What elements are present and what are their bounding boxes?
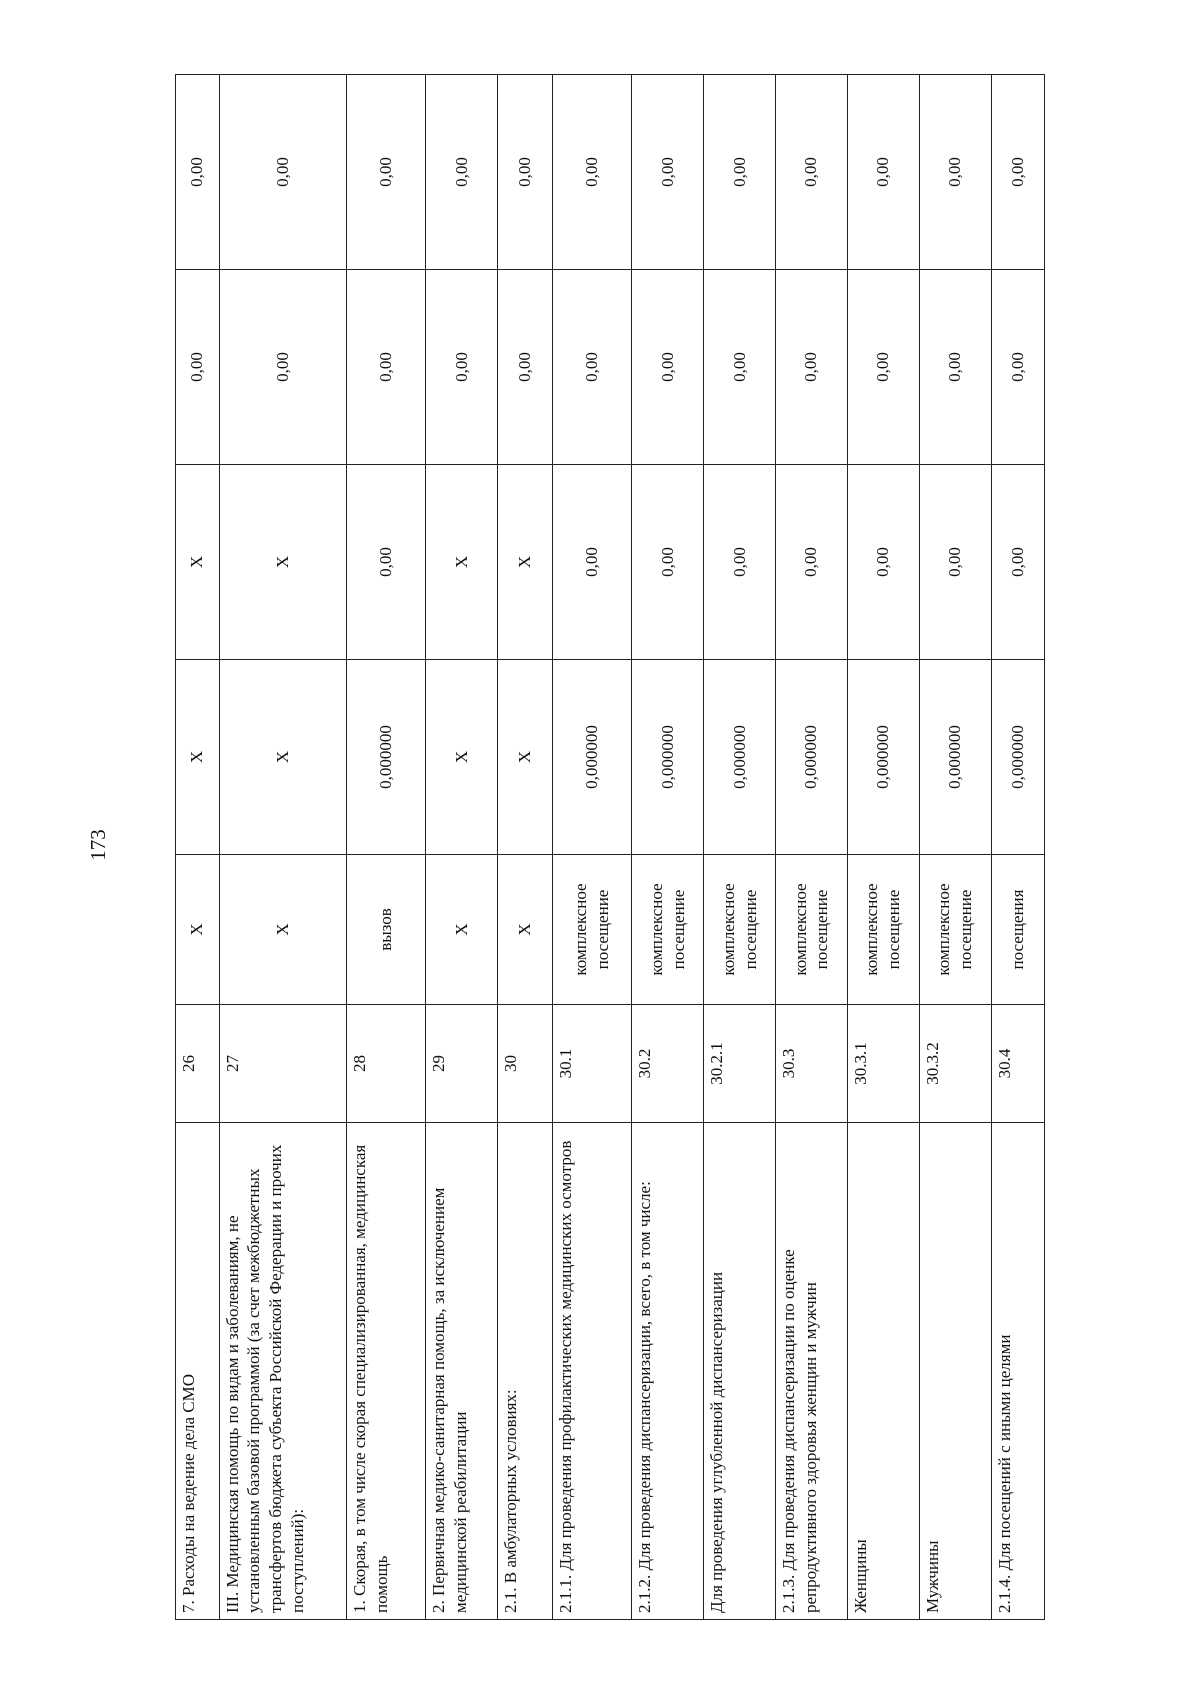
unit-cost: 0,00 (346, 465, 425, 660)
unit-of-measure: Х (426, 855, 498, 1005)
total-value: 0,00 (219, 75, 346, 270)
volume-norm: 0,000000 (704, 660, 776, 855)
table-row (498, 75, 552, 1620)
row-label: 2. Первичная медико-санитарная помощь, за исключением медицинской реабилитации (426, 1123, 498, 1620)
unit-cost: Х (219, 465, 346, 660)
volume-norm: Х (176, 660, 220, 855)
row-number: 30.4 (991, 1005, 1044, 1123)
row-label: Для проведения углубленной диспансеризации (704, 1123, 776, 1620)
table-row (775, 75, 847, 1620)
row-label: Мужчины (919, 1123, 991, 1620)
cost-table (175, 74, 1045, 1620)
unit-of-measure: комплексное посещение (704, 855, 776, 1005)
unit-cost: 0,00 (775, 465, 847, 660)
table-row (704, 75, 776, 1620)
total-value: 0,00 (176, 75, 220, 270)
volume-norm: Х (498, 660, 552, 855)
unit-cost: 0,00 (919, 465, 991, 660)
volume-norm: 0,000000 (632, 660, 704, 855)
volume-norm: Х (219, 660, 346, 855)
row-number: 30.3.1 (847, 1005, 919, 1123)
row-number: 30.3.2 (919, 1005, 991, 1123)
unit-of-measure: Х (219, 855, 346, 1005)
row-number: 28 (346, 1005, 425, 1123)
unit-cost: Х (176, 465, 220, 660)
per-capita-value: 0,00 (775, 270, 847, 465)
total-value: 0,00 (426, 75, 498, 270)
volume-norm: 0,000000 (919, 660, 991, 855)
row-number: 30.2 (632, 1005, 704, 1123)
row-label: 2.1.4. Для посещений с иными целями (991, 1123, 1044, 1620)
row-label: 2.1.1. Для проведения профилактических медицинских осмотров (552, 1123, 631, 1620)
unit-cost: 0,00 (632, 465, 704, 660)
table-row (919, 75, 991, 1620)
unit-of-measure: комплексное посещение (775, 855, 847, 1005)
table-body (176, 75, 1045, 1620)
row-label: 2.1.2. Для проведения диспансеризации, всего, в том числе: (632, 1123, 704, 1620)
unit-of-measure: комплексное посещение (847, 855, 919, 1005)
table-row (176, 75, 220, 1620)
row-label: 2.1. В амбулаторных условиях: (498, 1123, 552, 1620)
total-value: 0,00 (498, 75, 552, 270)
total-value: 0,00 (346, 75, 425, 270)
per-capita-value: 0,00 (552, 270, 631, 465)
volume-norm: 0,000000 (991, 660, 1044, 855)
volume-norm: Х (426, 660, 498, 855)
per-capita-value: 0,00 (847, 270, 919, 465)
total-value: 0,00 (847, 75, 919, 270)
rotated-table-container (175, 75, 1045, 1620)
total-value: 0,00 (704, 75, 776, 270)
table-row (552, 75, 631, 1620)
row-number: 30 (498, 1005, 552, 1123)
page-number: 173 (86, 829, 110, 861)
total-value: 0,00 (775, 75, 847, 270)
table-row (219, 75, 346, 1620)
unit-of-measure: комплексное посещение (919, 855, 991, 1005)
row-number: 30.1 (552, 1005, 631, 1123)
unit-cost: 0,00 (847, 465, 919, 660)
unit-of-measure: Х (176, 855, 220, 1005)
per-capita-value: 0,00 (426, 270, 498, 465)
per-capita-value: 0,00 (919, 270, 991, 465)
row-number: 30.3 (775, 1005, 847, 1123)
row-number: 30.2.1 (704, 1005, 776, 1123)
per-capita-value: 0,00 (219, 270, 346, 465)
volume-norm: 0,000000 (775, 660, 847, 855)
unit-of-measure: комплексное посещение (632, 855, 704, 1005)
total-value: 0,00 (552, 75, 631, 270)
per-capita-value: 0,00 (991, 270, 1044, 465)
table-row (426, 75, 498, 1620)
volume-norm: 0,000000 (847, 660, 919, 855)
unit-of-measure: Х (498, 855, 552, 1005)
per-capita-value: 0,00 (632, 270, 704, 465)
unit-cost: Х (426, 465, 498, 660)
row-label: 1. Скорая, в том числе скорая специализированная, медицинская помощь (346, 1123, 425, 1620)
unit-cost: 0,00 (991, 465, 1044, 660)
table-row (632, 75, 704, 1620)
unit-cost: 0,00 (552, 465, 631, 660)
row-number: 29 (426, 1005, 498, 1123)
table-row (346, 75, 425, 1620)
total-value: 0,00 (919, 75, 991, 270)
total-value: 0,00 (991, 75, 1044, 270)
row-number: 27 (219, 1005, 346, 1123)
table-row (991, 75, 1044, 1620)
row-label: 2.1.3. Для проведения диспансеризации по оценке репродуктивного здоровья женщин и мужчин (775, 1123, 847, 1620)
table-row (847, 75, 919, 1620)
unit-cost: 0,00 (704, 465, 776, 660)
total-value: 0,00 (632, 75, 704, 270)
volume-norm: 0,000000 (552, 660, 631, 855)
unit-of-measure: комплексное посещение (552, 855, 631, 1005)
per-capita-value: 0,00 (704, 270, 776, 465)
unit-of-measure: посещения (991, 855, 1044, 1005)
row-label: Женщины (847, 1123, 919, 1620)
unit-of-measure: вызов (346, 855, 425, 1005)
per-capita-value: 0,00 (176, 270, 220, 465)
row-label: III. Медицинская помощь по видам и заболеваниям, не установленным базовой программой (за счет межбюджетных трансфертов бюджета субъекта Российской Федерации и прочих поступлений): (219, 1123, 346, 1620)
row-label: 7. Расходы на ведение дела СМО (176, 1123, 220, 1620)
row-number: 26 (176, 1005, 220, 1123)
volume-norm: 0,000000 (346, 660, 425, 855)
per-capita-value: 0,00 (346, 270, 425, 465)
unit-cost: Х (498, 465, 552, 660)
per-capita-value: 0,00 (498, 270, 552, 465)
